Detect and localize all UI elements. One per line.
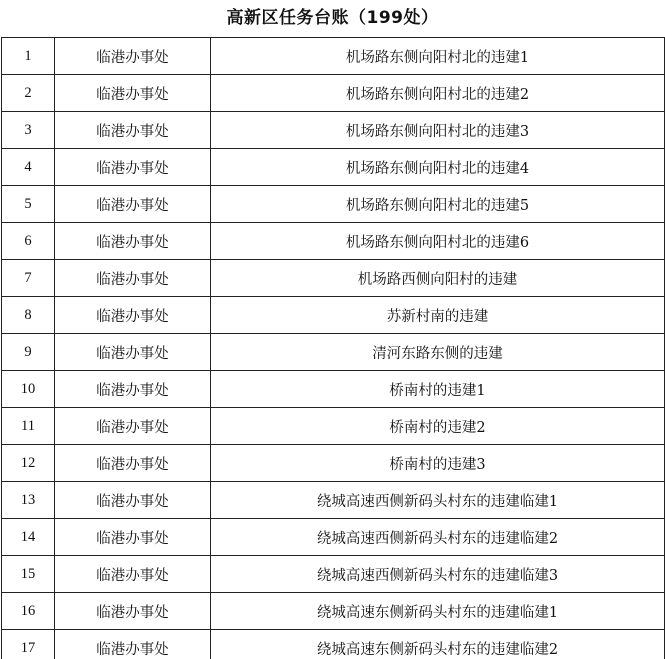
location-cell: 机场路东侧向阳村北的违建5 [211, 186, 665, 223]
row-number-cell: 5 [2, 186, 55, 223]
table-row [2, 223, 665, 260]
location-cell: 机场路东侧向阳村北的违建4 [211, 149, 665, 186]
location-cell: 桥南村的违建3 [211, 445, 665, 482]
table-row [2, 371, 665, 408]
row-number-cell: 8 [2, 297, 55, 334]
row-number-cell: 3 [2, 112, 55, 149]
table-row [2, 334, 665, 371]
row-number-cell: 2 [2, 75, 55, 112]
location-cell: 绕城高速西侧新码头村东的违建临建2 [211, 519, 665, 556]
row-number-cell: 4 [2, 149, 55, 186]
table-row [2, 297, 665, 334]
location-cell: 桥南村的违建1 [211, 371, 665, 408]
row-number-cell: 9 [2, 334, 55, 371]
location-cell: 绕城高速东侧新码头村东的违建临建1 [211, 593, 665, 630]
row-number-cell: 14 [2, 519, 55, 556]
location-cell: 机场路东侧向阳村北的违建2 [211, 75, 665, 112]
table-body [2, 38, 665, 659]
office-cell: 临港办事处 [55, 556, 211, 593]
office-cell: 临港办事处 [55, 445, 211, 482]
location-cell: 机场路东侧向阳村北的违建3 [211, 112, 665, 149]
location-cell: 清河东路东侧的违建 [211, 334, 665, 371]
office-cell: 临港办事处 [55, 112, 211, 149]
office-cell: 临港办事处 [55, 223, 211, 260]
location-cell: 绕城高速西侧新码头村东的违建临建3 [211, 556, 665, 593]
table-row [2, 260, 665, 297]
location-cell: 桥南村的违建2 [211, 408, 665, 445]
row-number-cell: 15 [2, 556, 55, 593]
location-cell: 苏新村南的违建 [211, 297, 665, 334]
location-cell: 机场路西侧向阳村的违建 [211, 260, 665, 297]
office-cell: 临港办事处 [55, 38, 211, 75]
office-cell: 临港办事处 [55, 75, 211, 112]
table-row [2, 519, 665, 556]
row-number-cell: 16 [2, 593, 55, 630]
row-number-cell: 11 [2, 408, 55, 445]
location-cell: 机场路东侧向阳村北的违建1 [211, 38, 665, 75]
row-number-cell: 17 [2, 630, 55, 659]
table-row [2, 38, 665, 75]
table-row [2, 408, 665, 445]
table-row [2, 149, 665, 186]
office-cell: 临港办事处 [55, 149, 211, 186]
table-row [2, 186, 665, 223]
location-cell: 绕城高速东侧新码头村东的违建临建2 [211, 630, 665, 659]
office-cell: 临港办事处 [55, 593, 211, 630]
row-number-cell: 10 [2, 371, 55, 408]
location-cell: 机场路东侧向阳村北的违建6 [211, 223, 665, 260]
row-number-cell: 7 [2, 260, 55, 297]
table-row [2, 630, 665, 659]
table-row [2, 445, 665, 482]
row-number-cell: 13 [2, 482, 55, 519]
office-cell: 临港办事处 [55, 297, 211, 334]
task-ledger-table [1, 37, 665, 659]
table-row [2, 75, 665, 112]
office-cell: 临港办事处 [55, 482, 211, 519]
office-cell: 临港办事处 [55, 519, 211, 556]
office-cell: 临港办事处 [55, 371, 211, 408]
table-row [2, 112, 665, 149]
row-number-cell: 6 [2, 223, 55, 260]
table-row [2, 482, 665, 519]
office-cell: 临港办事处 [55, 186, 211, 223]
office-cell: 临港办事处 [55, 408, 211, 445]
table-row [2, 593, 665, 630]
office-cell: 临港办事处 [55, 334, 211, 371]
office-cell: 临港办事处 [55, 630, 211, 659]
office-cell: 临港办事处 [55, 260, 211, 297]
location-cell: 绕城高速西侧新码头村东的违建临建1 [211, 482, 665, 519]
page-title: 高新区任务台账（199处） [226, 8, 439, 28]
row-number-cell: 12 [2, 445, 55, 482]
table-row [2, 556, 665, 593]
row-number-cell: 1 [2, 38, 55, 75]
